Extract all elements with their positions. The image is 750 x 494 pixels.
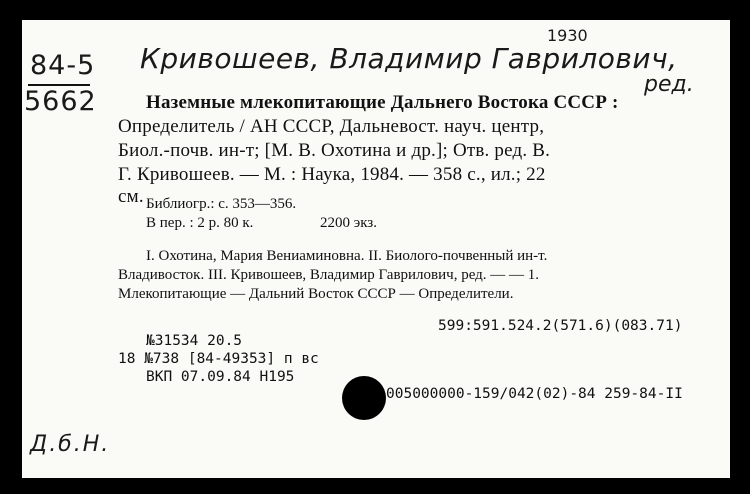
copies-note: 2200 экз. — [320, 215, 377, 231]
bibliography-note: Библиогр.: с. 353—356. — [146, 196, 297, 212]
record-line-3: Биол.-почв. ин-т; [М. В. Охотина и др.]; Отв. ред. В. — [118, 140, 551, 161]
isbn-line: 005000000-159/042(02)-84 259-84-II — [386, 386, 683, 402]
record-line-2: Определитель / АН СССР, Дальневост. науч. центр, — [118, 116, 545, 137]
initials-bottom: Д.б.Н. — [30, 432, 111, 457]
year-note: 1930 — [547, 26, 588, 45]
shelf-mark-top: 84-5 — [30, 50, 96, 81]
tracings-line-2: Владивосток. III. Кривошеев, Владимир Гаврилович, ред. — — 1. — [118, 267, 540, 283]
udc-classification: 599:591.524.2(571.6)(083.71) — [438, 318, 683, 334]
price-note: В пер. : 2 р. 80 к. — [146, 215, 254, 231]
punch-hole — [342, 376, 386, 420]
record-title-line: Наземные млекопитающие Дальнего Востока СССР : — [146, 92, 619, 113]
record-line-5: см. — [118, 186, 144, 207]
shelf-mark-bottom: 5662 — [24, 86, 97, 117]
record-line-4: Г. Кривошеев. — М. : Наука, 1984. — 358 с., ил.; 22 — [118, 164, 546, 185]
vkp-code: ВКП 07.09.84 Н195 — [146, 369, 295, 385]
tracings-line-1: I. Охотина, Мария Вениаминовна. II. Биолого-почвенный ин-т. — [146, 248, 548, 264]
author-heading: Кривошеев, Владимир Гаврилович, — [140, 42, 678, 75]
author-role: ред. — [644, 72, 694, 97]
batch-code: 18 №738 [84-49353] п вс — [118, 351, 319, 367]
card-number: №31534 20.5 — [146, 333, 243, 349]
tracings-line-3: Млекопитающие — Дальний Восток СССР — Определители. — [118, 286, 514, 302]
